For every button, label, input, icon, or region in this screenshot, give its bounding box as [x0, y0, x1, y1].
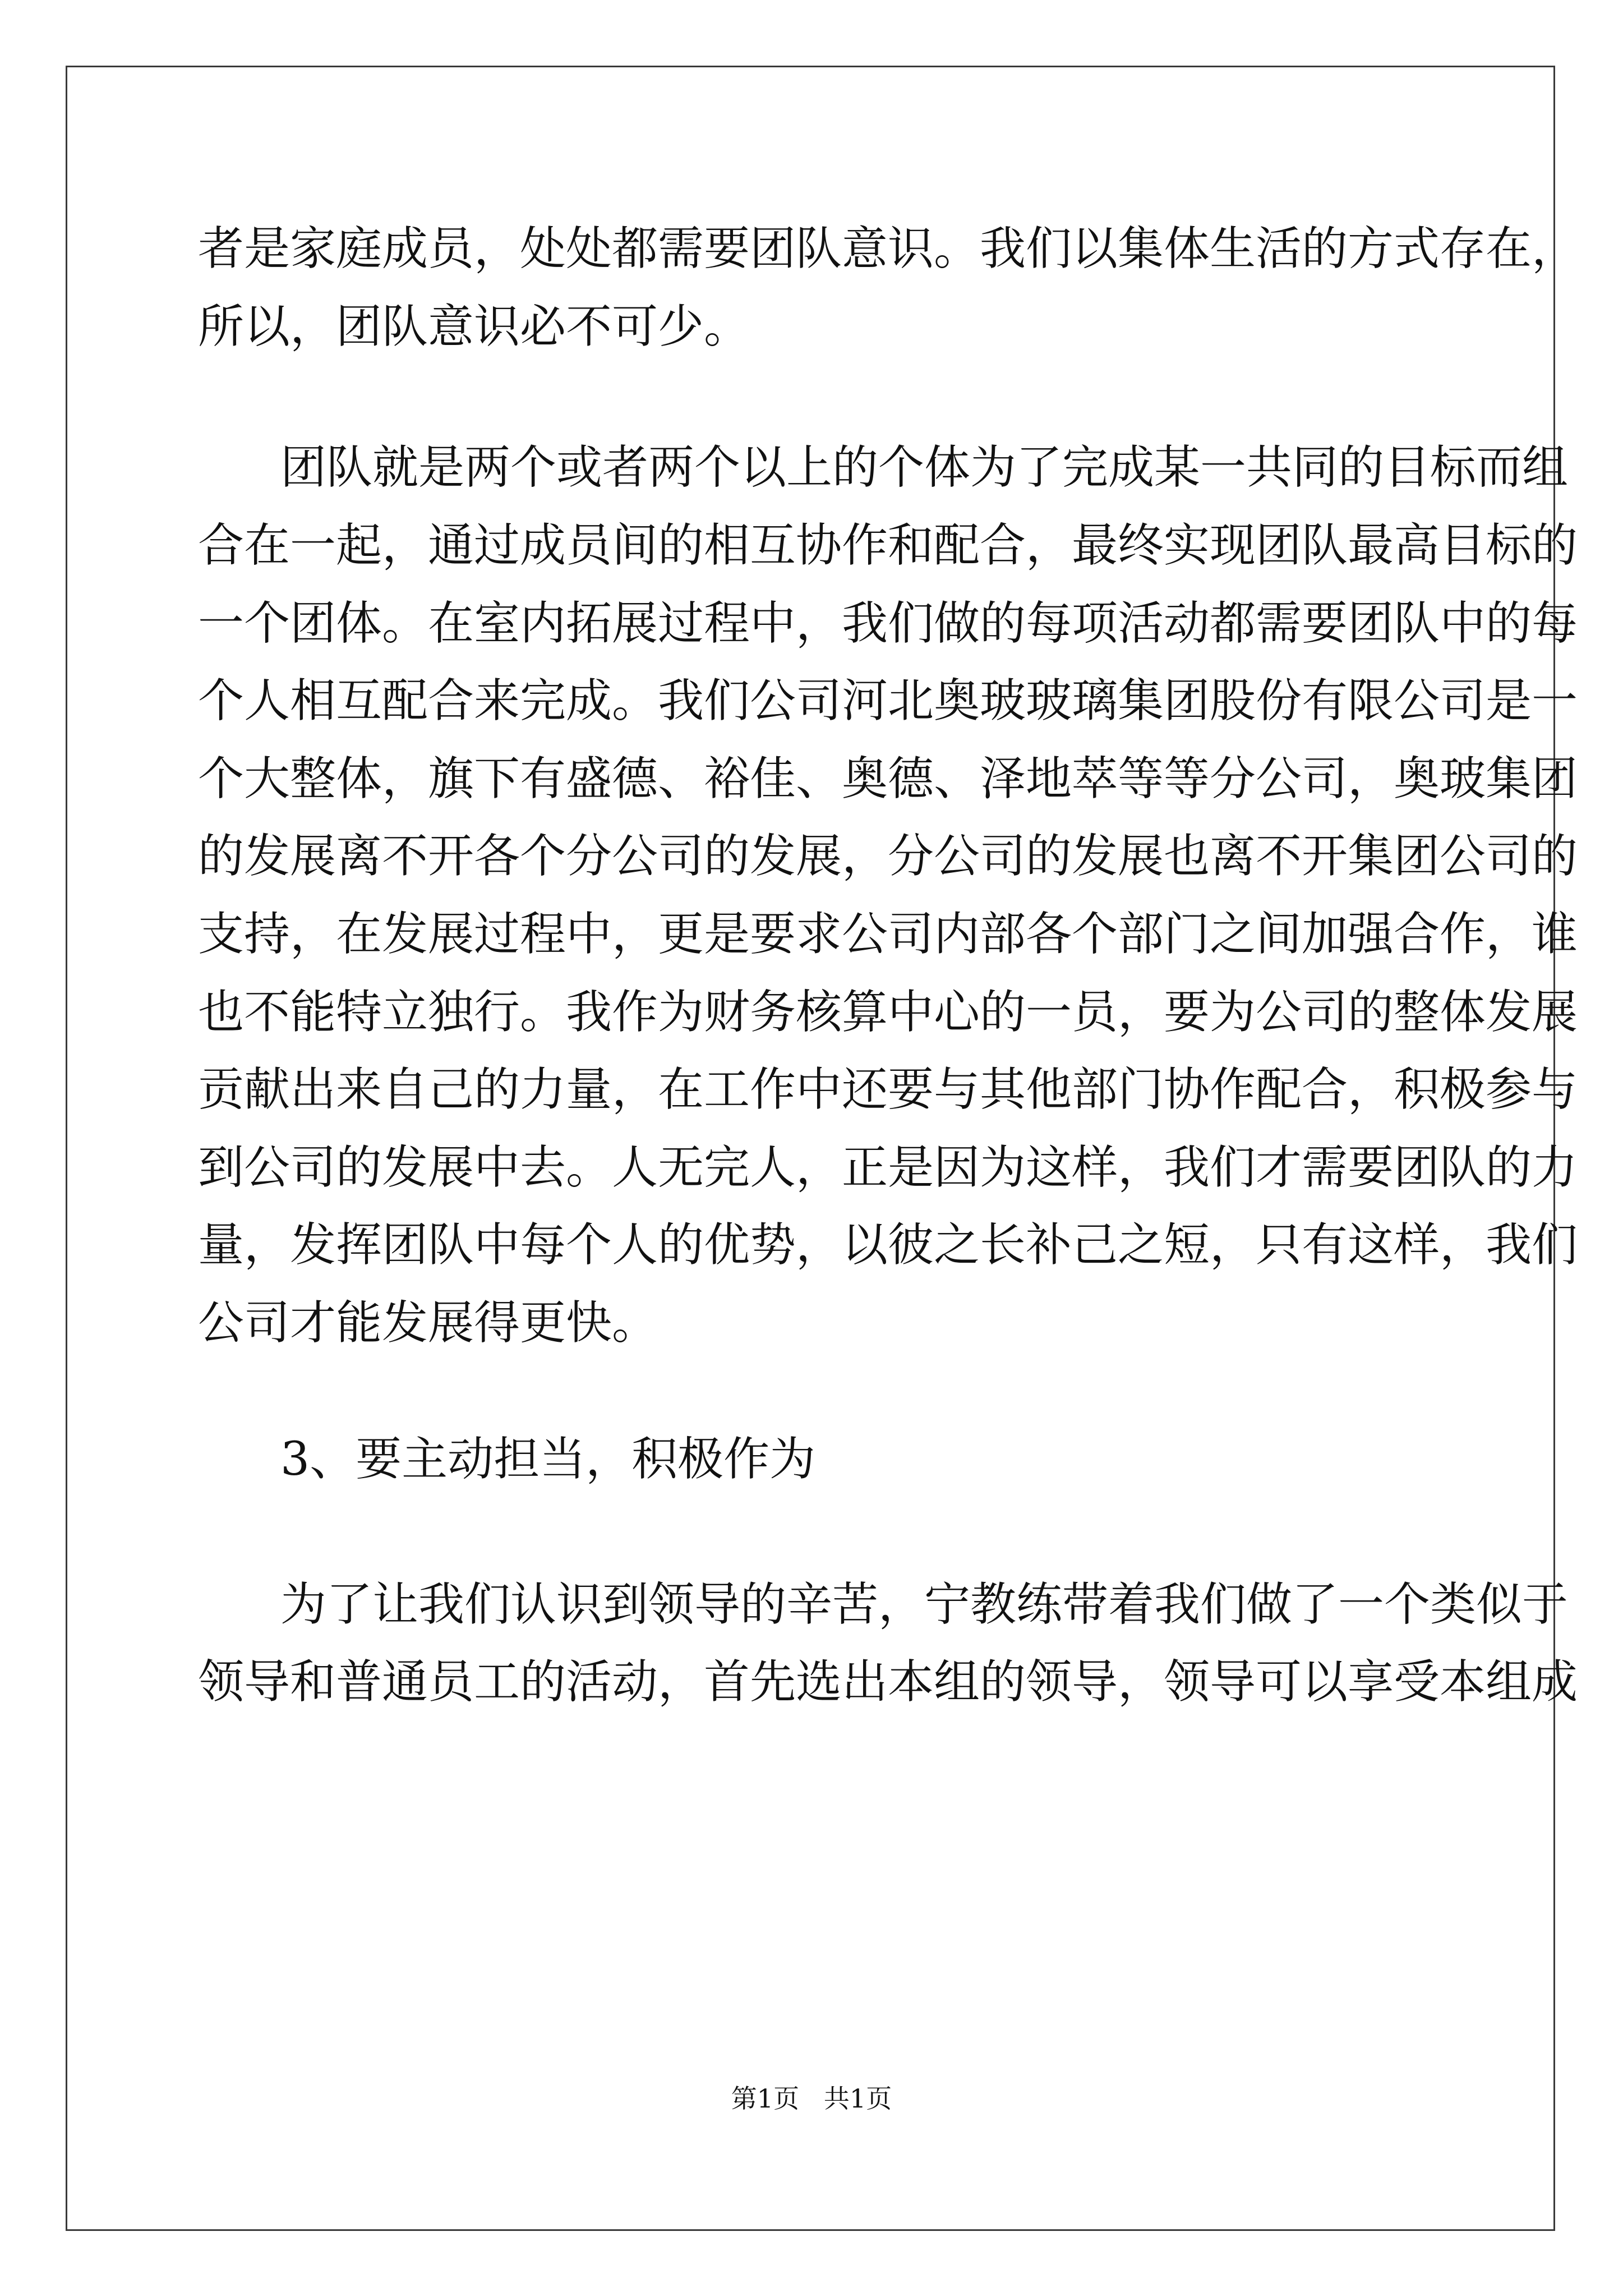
body-line-11: 贡献出来自己的力量，在工作中还要与其他部门协作配合，积极参与 [198, 1063, 1578, 1116]
body-line-13: 量，发挥团队中每个人的优势，以彼之长补己之短，只有这样，我们 [198, 1218, 1578, 1272]
body-line-6: 个人相互配合来完成。我们公司河北奥玻玻璃集团股份有限公司是一 [198, 674, 1578, 728]
page-number-footer: 第1页 共1页 [731, 2083, 892, 2114]
section-heading: 3、要主动担当，积极作为 [280, 1433, 816, 1486]
body-line-2: 所以，团队意识必不可少。 [198, 300, 750, 353]
body-line-14: 公司才能发展得更快。 [198, 1296, 658, 1350]
body-line-16: 领导和普通员工的活动，首先选出本组的领导，领导可以享受本组成 [198, 1655, 1578, 1709]
body-line-9: 支持，在发展过程中，更是要求公司内部各个部门之间加强合作，谁 [198, 908, 1578, 961]
body-line-5: 一个团体。在室内拓展过程中，我们做的每项活动都需要团队中的每 [198, 597, 1578, 650]
body-line-10: 也不能特立独行。我作为财务核算中心的一员，要为公司的整体发展 [198, 986, 1578, 1039]
body-line-8: 的发展离不开各个分公司的发展，分公司的发展也离不开集团公司的 [198, 830, 1578, 883]
body-line-7: 个大整体，旗下有盛德、裕佳、奥德、泽地萃等等分公司，奥玻集团 [198, 752, 1578, 806]
body-line-3: 团队就是两个或者两个以上的个体为了完成某一共同的目标而组 [280, 441, 1569, 494]
body-line-1: 者是家庭成员，处处都需要团队意识。我们以集体生活的方式存在， [198, 222, 1578, 275]
body-line-4: 合在一起，通过成员间的相互协作和配合，最终实现团队最高目标的 [198, 519, 1578, 572]
body-line-15: 为了让我们认识到领导的辛苦，宁教练带着我们做了一个类似于 [280, 1578, 1569, 1631]
body-line-12: 到公司的发展中去。人无完人，正是因为这样，我们才需要团队的力 [198, 1141, 1578, 1194]
